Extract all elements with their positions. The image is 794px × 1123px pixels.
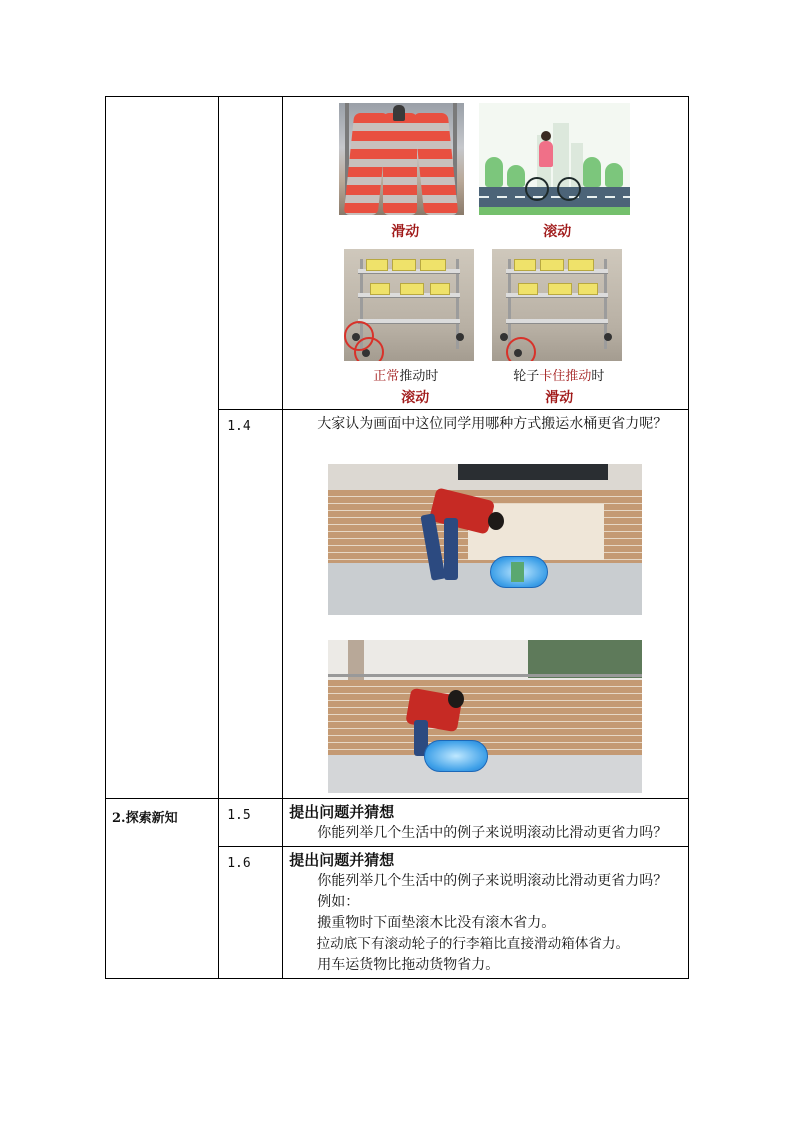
cart-stuck-result: 滑动 — [545, 390, 574, 406]
question-text: 大家认为画面中这位同学用哪种方式搬运水桶更省力呢？ — [317, 416, 668, 432]
content-cell — [283, 410, 689, 799]
question-text: 你能列举几个生活中的例子来说明滚动比滑动更省力吗？ — [317, 825, 668, 841]
step-number: 1.6 — [219, 847, 283, 979]
stage-label: 2.探索新知 — [106, 799, 219, 979]
bike-caption: 滚动 — [543, 224, 572, 240]
content-cell — [283, 847, 689, 979]
example-item: 拉动底下有滚动轮子的行李箱比直接滑动箱体省力。 — [316, 936, 630, 952]
section-heading: 提出问题并猜想 — [289, 803, 395, 821]
step-number: 1.5 — [219, 799, 283, 847]
slide-image — [339, 103, 464, 215]
cart-stuck-image — [492, 249, 622, 361]
rolling-carry-photo — [328, 640, 642, 793]
lesson-table — [105, 96, 689, 979]
example-item: 用车运货物比拖动货物省力。 — [317, 957, 500, 973]
example-item: 搬重物时下面垫滚木比没有滚木省力。 — [317, 915, 556, 931]
example-label: 例如： — [317, 894, 360, 910]
question-text: 你能列举几个生活中的例子来说明滚动比滑动更省力吗？ — [317, 873, 668, 889]
cart-normal-result: 滚动 — [401, 390, 430, 406]
table-row — [106, 97, 689, 410]
content-cell — [283, 799, 689, 847]
step-cell — [219, 97, 283, 410]
content-cell — [283, 97, 689, 410]
bike-image — [479, 103, 630, 215]
bending-carry-photo — [328, 464, 642, 615]
slide-caption: 滑动 — [391, 224, 420, 240]
cart-normal-image — [344, 249, 474, 361]
section-heading: 提出问题并猜想 — [289, 851, 395, 869]
cart-normal-caption: 正常推动时 — [373, 369, 439, 384]
table-row — [106, 799, 689, 847]
stage-cell — [106, 97, 219, 799]
cart-stuck-caption: 轮子卡住推动时 — [513, 369, 605, 384]
step-number: 1.4 — [219, 410, 283, 799]
